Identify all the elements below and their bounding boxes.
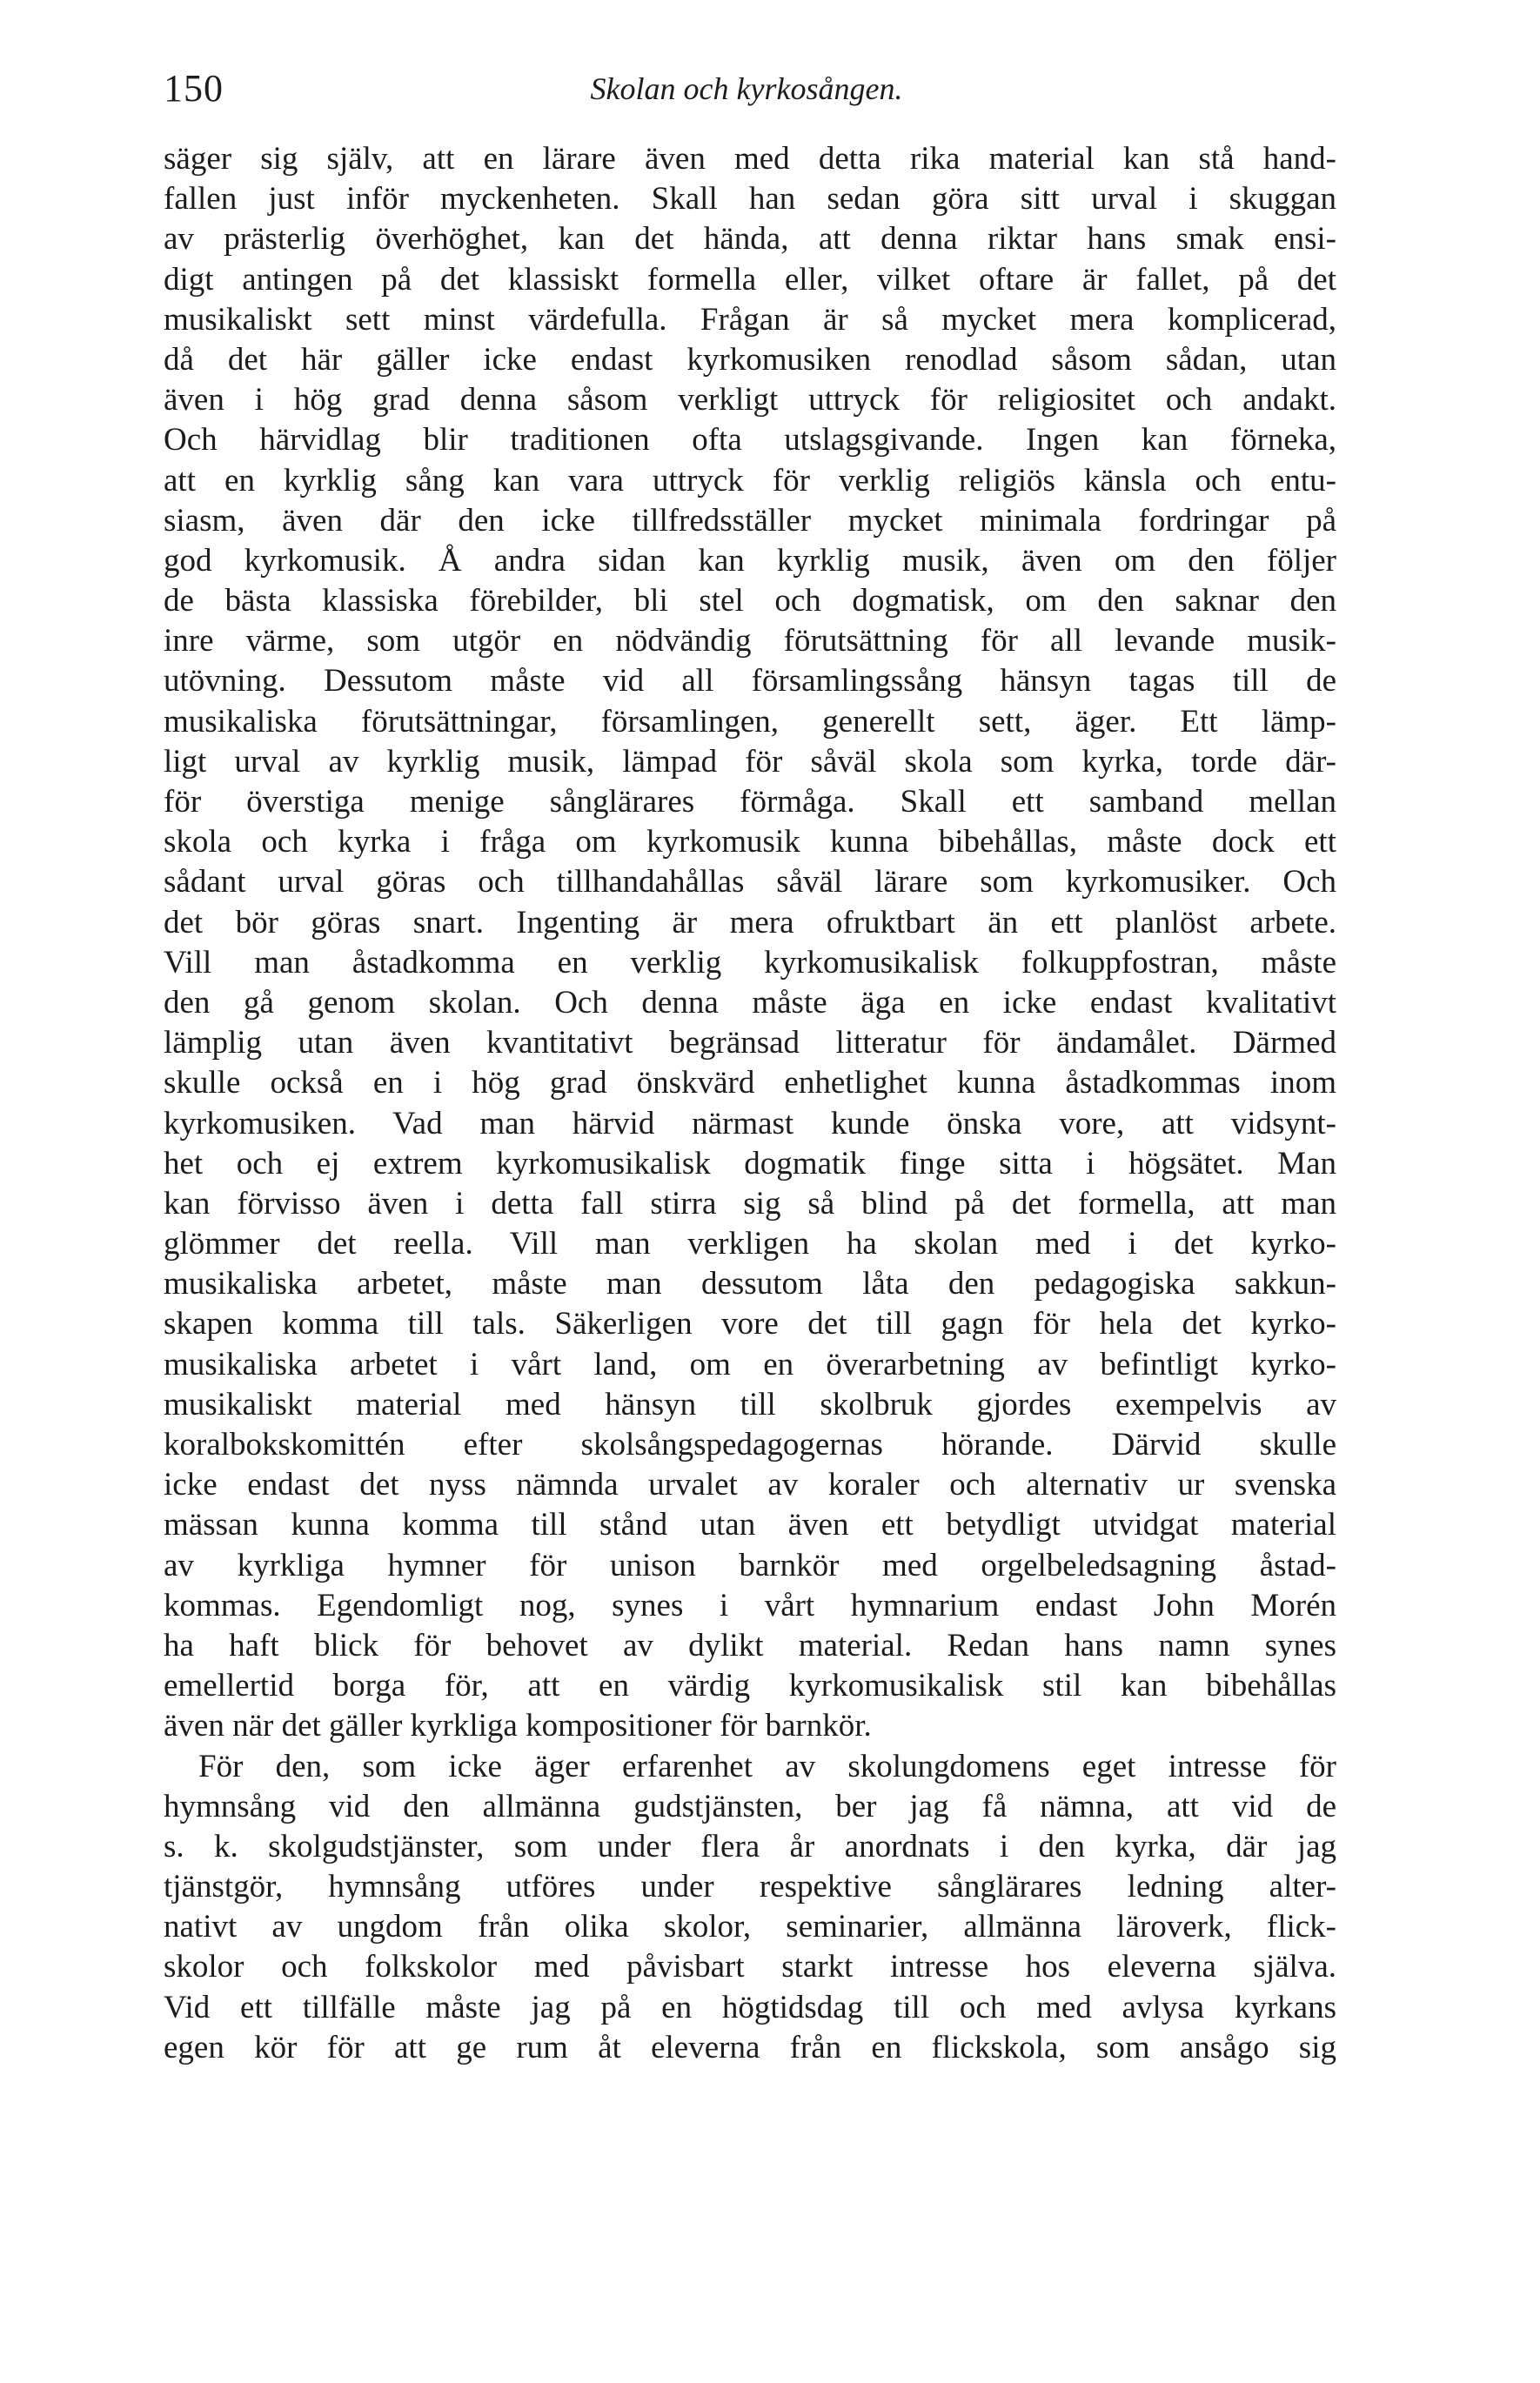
text-line: kan förvisso även i detta fall stirra sig så blind på det formella, att man [164,1185,1336,1222]
page-number: 150 [164,67,224,110]
text-line: skulle också en i hög grad önskvärd enhetlighet kunna åstadkommas inom [164,1065,1336,1101]
text-line: musikaliskt material med hänsyn till skolbruk gjordes exempelvis av [164,1386,1336,1422]
text-line: av prästerlig överhöghet, kan det hända, att denna riktar hans smak ensi- [164,221,1336,258]
text-line: musikaliska arbetet, måste man dessutom låta den pedagogiska sakkun- [164,1266,1336,1302]
text-line: s. k. skolgudstjänster, som under flera år anordnats i den kyrka, där jag [164,1828,1336,1864]
text-line: skola och kyrka i fråga om kyrkomusik kunna bibehållas, måste dock ett [164,824,1336,860]
text-line: av kyrkliga hymner för unison barnkör med orgelbeledsagning åstad- [164,1547,1336,1583]
text-line: den gå genom skolan. Och denna måste äga en icke endast kvalitativt [164,984,1336,1021]
body-text [164,139,1336,2068]
text-line: emellertid borga för, att en värdig kyrkomusikalisk stil kan bibehållas [164,1668,1336,1704]
text-line: ha haft blick för behovet av dylikt material. Redan hans namn synes [164,1627,1336,1663]
text-line: att en kyrklig sång kan vara uttryck för verklig religiös känsla och entu- [164,462,1336,499]
text-line: kommas. Egendomligt nog, synes i vårt hymnarium endast John Morén [164,1587,1336,1623]
text-line: fallen just inför myckenheten. Skall han sedan göra sitt urval i skuggan [164,181,1336,218]
text-line: glömmer det reella. Vill man verkligen ha skolan med i det kyrko- [164,1226,1336,1262]
text-line: nativt av ungdom från olika skolor, seminarier, allmänna läroverk, flick- [164,1909,1336,1945]
page-header [164,63,1329,115]
text-line: hymnsång vid den allmänna gudstjänsten, ber jag få nämna, att vid de [164,1788,1336,1824]
text-line: säger sig själv, att en lärare även med detta rika material kan stå hand- [164,141,1336,177]
text-line: lämplig utan även kvantitativt begränsad litteratur för ändamålet. Därmed [164,1025,1336,1061]
text-line: mässan kunna komma till stånd utan även ett betydligt utvidgat material [164,1507,1336,1543]
text-line: digt antingen på det klassiskt formella eller, vilket oftare är fallet, på det [164,261,1336,298]
text-line: musikaliska förutsättningar, församlingen, generellt sett, äger. Ett lämp- [164,703,1336,740]
text-line: för överstiga menige sånglärares förmåga. Skall ett samband mellan [164,784,1336,820]
text-line: Och härvidlag blir traditionen ofta utslagsgivande. Ingen kan förneka, [164,422,1336,459]
running-title: Skolan och kyrkosången. [590,71,903,106]
text-line: utövning. Dessutom måste vid all församlingssång hänsyn tagas till de [164,663,1336,700]
text-line: skolor och folkskolor med påvisbart starkt intresse hos eleverna själva. [164,1949,1336,1985]
text-line: ligt urval av kyrklig musik, lämpad för såväl skola som kyrka, torde där- [164,743,1336,780]
text-line: de bästa klassiska förebilder, bli stel och dogmatisk, om den saknar den [164,583,1336,619]
text-line: även i hög grad denna såsom verkligt uttryck för religiositet och andakt. [164,382,1336,418]
text-line: Vill man åstadkomma en verklig kyrkomusikalisk folkuppfostran, måste [164,944,1336,981]
text-line: då det här gäller icke endast kyrkomusiken renodlad såsom sådan, utan [164,341,1336,378]
text-line: inre värme, som utgör en nödvändig förutsättning för all levande musik- [164,623,1336,659]
text-line: god kyrkomusik. Å andra sidan kan kyrklig musik, även om den följer [164,542,1336,579]
text-line: kyrkomusiken. Vad man härvid närmast kunde önska vore, att vidsynt- [164,1105,1336,1141]
text-line: icke endast det nyss nämnda urvalet av koraler och alternativ ur svenska [164,1467,1336,1503]
text-line: även när det gäller kyrkliga kompositioner för barnkör. [164,1708,872,1744]
text-line: Vid ett tillfälle måste jag på en högtidsdag till och med avlysa kyrkans [164,1989,1336,2025]
text-line: het och ej extrem kyrkomusikalisk dogmatik finge sitta i högsätet. Man [164,1145,1336,1181]
text-line: egen kör för att ge rum åt eleverna från en flickskola, som ansågo sig [164,2029,1336,2065]
text-line: tjänstgör, hymnsång utföres under respektive sånglärares ledning alter- [164,1869,1336,1905]
text-line: För den, som icke äger erfarenhet av skolungdomens eget intresse för [198,1748,1336,1784]
text-line: sådant urval göras och tillhandahållas såväl lärare som kyrkomusiker. Och [164,864,1336,900]
text-line: siasm, även där den icke tillfredsställer mycket minimala fordringar på [164,502,1336,539]
text-line: musikaliskt sett minst värdefulla. Frågan är så mycket mera komplicerad, [164,301,1336,338]
text-line: musikaliska arbetet i vårt land, om en överarbetning av befintligt kyrko- [164,1346,1336,1382]
text-line: koralbokskomittén efter skolsångspedagogernas hörande. Därvid skulle [164,1427,1336,1463]
text-line: det bör göras snart. Ingenting är mera ofruktbart än ett planlöst arbete. [164,904,1336,940]
text-line: skapen komma till tals. Säkerligen vore det till gagn för hela det kyrko- [164,1306,1336,1342]
